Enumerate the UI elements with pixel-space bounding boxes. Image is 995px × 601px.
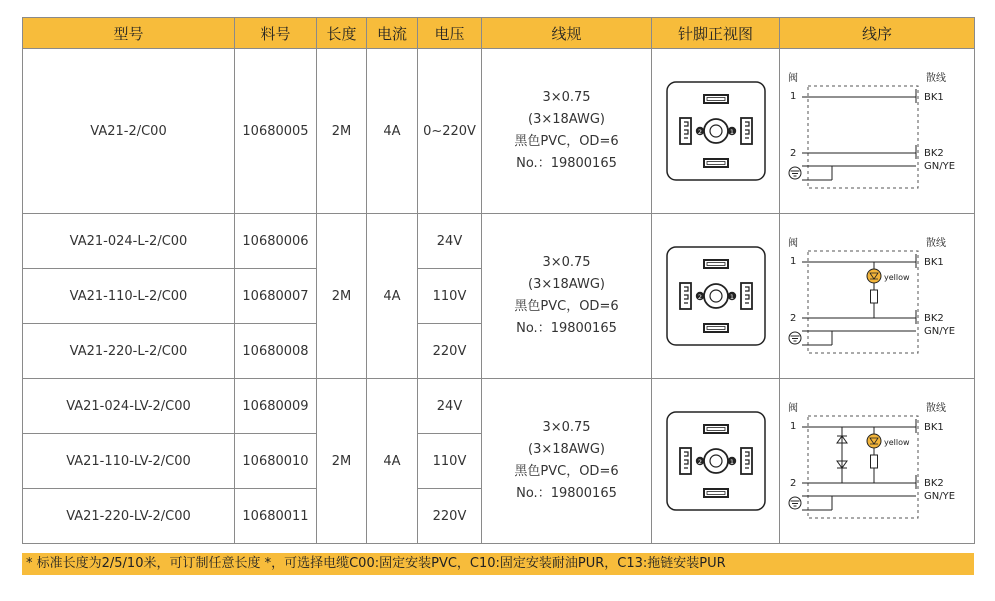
cable-spec: 3×0.75 xyxy=(542,255,591,270)
voltage-cell: 0~220V xyxy=(418,49,482,214)
voltage-cell: 110V xyxy=(418,434,482,489)
model-cell: VA21-220-L-2/C00 xyxy=(23,324,235,379)
table-row xyxy=(23,49,975,214)
current-cell: 4A xyxy=(367,214,418,379)
resistor-icon xyxy=(871,455,878,468)
voltage-cell: 24V xyxy=(418,379,482,434)
cable-spec: 3×0.75 xyxy=(542,90,591,105)
pin-view-cell xyxy=(652,214,780,379)
table-row xyxy=(23,214,975,269)
led-label: yellow xyxy=(884,272,910,282)
model-cell: VA21-110-L-2/C00 xyxy=(23,269,235,324)
length-cell: 2M xyxy=(317,49,367,214)
pin1-label: 1 xyxy=(790,90,797,102)
current-cell: 4A xyxy=(367,49,418,214)
cable-awg: (3×18AWG) xyxy=(528,277,605,292)
wiring-cell xyxy=(780,49,975,214)
header-cable: 线规 xyxy=(482,18,652,49)
cable-material: 黑色PVC，OD=6 xyxy=(514,464,619,479)
part-cell: 10680010 xyxy=(235,434,317,489)
pin2-label: 2 xyxy=(790,477,797,489)
pin2-mark: 2 xyxy=(697,127,702,136)
voltage-cell: 24V xyxy=(418,214,482,269)
cable-number: No.：19800165 xyxy=(516,156,617,171)
voltage-cell: 220V xyxy=(418,489,482,544)
valve-label: 阀 xyxy=(788,237,798,249)
wiring-diagram-led xyxy=(782,234,972,359)
loose-label: 散线 xyxy=(926,237,946,249)
gnye-label: GN/YE xyxy=(924,325,956,337)
valve-label: 阀 xyxy=(788,402,798,414)
wiring-cell xyxy=(780,214,975,379)
pin2-mark: 2 xyxy=(697,457,702,466)
header-part: 料号 xyxy=(235,18,317,49)
bk1-label: BK1 xyxy=(924,421,944,433)
loose-label: 散线 xyxy=(926,402,946,414)
pin1-mark: 1 xyxy=(729,127,734,136)
voltage-cell: 110V xyxy=(418,269,482,324)
length-cell: 2M xyxy=(317,379,367,544)
pin1-mark: 1 xyxy=(729,292,734,301)
led-icon xyxy=(867,269,881,283)
bk1-label: BK1 xyxy=(924,91,944,103)
cable-number: No.：19800165 xyxy=(516,321,617,336)
cable-spec: 3×0.75 xyxy=(542,420,591,435)
pin1-mark: 1 xyxy=(729,457,734,466)
header-current: 电流 xyxy=(367,18,418,49)
model-cell: VA21-2/C00 xyxy=(23,49,235,214)
bk2-label: BK2 xyxy=(924,312,944,324)
current-cell: 4A xyxy=(367,379,418,544)
resistor-icon xyxy=(871,290,878,303)
part-cell: 10680007 xyxy=(235,269,317,324)
wiring-diagram xyxy=(782,69,972,194)
part-cell: 10680005 xyxy=(235,49,317,214)
pin-view-cell xyxy=(652,49,780,214)
pin-diagram xyxy=(666,81,766,181)
cable-material: 黑色PVC，OD=6 xyxy=(514,134,619,149)
cable-awg: (3×18AWG) xyxy=(528,112,605,127)
cable-awg: (3×18AWG) xyxy=(528,442,605,457)
spec-table xyxy=(22,17,975,544)
header-wiring: 线序 xyxy=(780,18,975,49)
pin-diagram xyxy=(666,246,766,346)
header-pin-view: 针脚正视图 xyxy=(652,18,780,49)
pin1-label: 1 xyxy=(790,420,797,432)
pin-view-cell xyxy=(652,379,780,544)
part-cell: 10680008 xyxy=(235,324,317,379)
model-cell: VA21-220-LV-2/C00 xyxy=(23,489,235,544)
part-cell: 10680011 xyxy=(235,489,317,544)
header-voltage: 电压 xyxy=(418,18,482,49)
led-icon xyxy=(867,434,881,448)
cable-cell xyxy=(482,49,652,214)
model-cell: VA21-110-LV-2/C00 xyxy=(23,434,235,489)
wiring-diagram-led-diode xyxy=(782,399,972,524)
valve-label: 阀 xyxy=(788,72,798,84)
cable-cell xyxy=(482,379,652,544)
part-cell: 10680006 xyxy=(235,214,317,269)
table-row xyxy=(23,379,975,434)
model-cell: VA21-024-LV-2/C00 xyxy=(23,379,235,434)
gnye-label: GN/YE xyxy=(924,490,956,502)
cable-cell xyxy=(482,214,652,379)
bk2-label: BK2 xyxy=(924,477,944,489)
cable-number: No.：19800165 xyxy=(516,486,617,501)
pin-diagram xyxy=(666,411,766,511)
gnye-label: GN/YE xyxy=(924,160,956,172)
voltage-cell: 220V xyxy=(418,324,482,379)
part-cell: 10680009 xyxy=(235,379,317,434)
length-cell: 2M xyxy=(317,214,367,379)
header-model: 型号 xyxy=(23,18,235,49)
cable-material: 黑色PVC，OD=6 xyxy=(514,299,619,314)
loose-label: 散线 xyxy=(926,72,946,84)
pin2-label: 2 xyxy=(790,312,797,324)
bk2-label: BK2 xyxy=(924,147,944,159)
header-row xyxy=(23,18,975,49)
wiring-cell xyxy=(780,379,975,544)
pin2-label: 2 xyxy=(790,147,797,159)
footer-note: * 标准长度为2/5/10米，可订制任意长度 *，可选择电缆C00:固定安装PVC，C10:固定安装耐油PUR，C13:拖链安装PUR xyxy=(22,553,974,575)
header-length: 长度 xyxy=(317,18,367,49)
pin2-mark: 2 xyxy=(697,292,702,301)
bk1-label: BK1 xyxy=(924,256,944,268)
pin1-label: 1 xyxy=(790,255,797,267)
model-cell: VA21-024-L-2/C00 xyxy=(23,214,235,269)
led-label: yellow xyxy=(884,437,910,447)
